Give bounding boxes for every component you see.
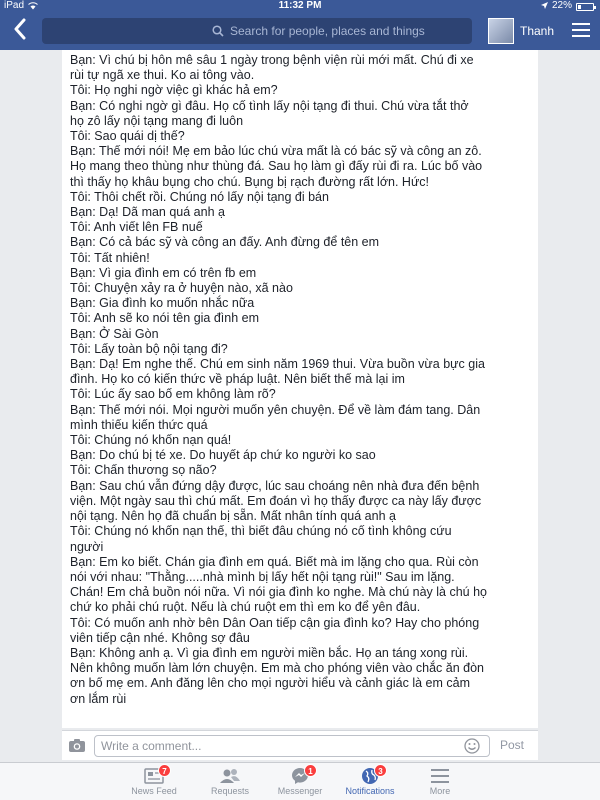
message-line: Chán! Em chả buồn nói nữa. Vì nói gia đình ko nghe. Mà chú này là chú họ: [70, 585, 487, 600]
message-line: Tôi: Chuyện xảy ra ở huyện nào, xã nào: [70, 281, 293, 296]
message-line: Nên không muốn làm lớn chuyện. Em mà cho phóng viên vào chắc ăn đòn: [70, 661, 485, 676]
location-icon: [541, 2, 548, 10]
message-line: Bạn: Dạ! Dã man quá anh ạ: [70, 205, 225, 220]
message-line: nói với nhau: "Thằng.....nhà mình bị lấy hết nội tạng rùi!" Sau im lặng.: [70, 569, 455, 584]
message-line: Bạn: Sau chú vẫn đứng dậy được, lúc sau choáng nên nhà đưa đến bệnh: [70, 478, 480, 493]
message-line: Tôi: Chúng nó khốn nạn thế, thì biết đâu chúng nó cố tình không cứu: [70, 524, 452, 539]
message-line: Tôi: Có muốn anh nhờ bên Dân Oan tiếp cận gia đình ko? Hay cho phóng: [70, 615, 480, 630]
message-line: Tôi: Thôi chết rồi. Chúng nó lấy nội tạng đi bán: [70, 189, 329, 204]
tab-requests[interactable]: [190, 766, 270, 796]
avatar: [488, 18, 514, 44]
tab-label: News Feed: [131, 786, 177, 796]
tab-more[interactable]: [400, 766, 480, 796]
message-line: rùi tự ngã xe thui. Ko ai tông vào.: [70, 68, 255, 83]
message-line: Tôi: Chấn thương sọ não?: [70, 463, 217, 478]
message-line: chứ ko phải chú ruột. Nếu là chú ruột em thì em ko để yên đâu.: [70, 600, 421, 615]
message-line: Tôi: Chúng nó khốn nạn quá!: [70, 433, 232, 448]
tab-label: Messenger: [277, 786, 323, 796]
message-line: Bạn: Thế mới nói. Mọi người muốn yên chuyện. Để về làm đám tang. Dân: [70, 402, 481, 417]
message-line: người: [70, 539, 104, 554]
message-line: Tôi: Sao quái dị thế?: [70, 129, 185, 144]
chevron-left-icon: [13, 18, 27, 40]
message-line: Bạn: Ở Sài Gòn: [70, 326, 159, 341]
message-line: Bạn: Có nghi ngờ gì đâu. Họ cố tình lấy nội tạng đi thui. Chú vừa tắt thở: [70, 98, 469, 113]
message-line: ơn bố mẹ em. Anh đăng lên cho mọi người hiểu và cảnh giác là em cảm: [70, 676, 470, 691]
message-line: Tôi: Tất nhiên!: [70, 250, 150, 265]
battery-percent: 22%: [551, 0, 572, 11]
search-icon: [212, 25, 224, 37]
smiley-icon[interactable]: [464, 738, 480, 754]
message-line: họ zô lấy nội tạng mang đi luôn: [70, 113, 244, 128]
menu-icon: [431, 769, 449, 783]
message-line: Tôi: Anh viết lên FB nuế: [70, 220, 203, 235]
tab-label: More: [429, 786, 451, 796]
message-line: đình. Họ ko có kiến thức về pháp luật. Nên biết thế mà lại im: [70, 372, 405, 387]
profile-name: Thanh: [520, 24, 555, 38]
message-line: Tôi: Họ nghi ngờ việc gì khác hả em?: [70, 83, 278, 98]
message-line: Họ mang theo thùng như thùng đá. Sau họ làm gì đấy rùi đi ra. Lúc bố vào: [70, 159, 483, 174]
back-button[interactable]: [8, 18, 32, 44]
message-line: Tôi: Lấy toàn bộ nội tạng đi?: [70, 341, 228, 356]
tab-bar: [0, 762, 600, 800]
post-button[interactable]: Post: [499, 738, 524, 752]
profile-button[interactable]: [488, 18, 554, 44]
tab-label: Requests: [210, 786, 250, 796]
message-line: Bạn: Dạ! Em nghe thế. Chú em sinh năm 1969 thui. Vừa buồn vừa bực gia: [70, 357, 485, 372]
status-bar: [0, 0, 600, 12]
comment-bar: [62, 730, 538, 760]
message-line: Bạn: Do chú bị té xe. Do huyết áp chứ ko người ko sao: [70, 448, 376, 463]
message-line: viên tiếp cận nhé. Không sợ đâu: [70, 630, 250, 645]
tab-news-feed[interactable]: [114, 766, 194, 796]
message-line: Bạn: Em ko biết. Chán gia đình em quá. Biết mà im lặng cho qua. Rùi còn: [70, 554, 479, 569]
tab-label: Notifications: [345, 786, 395, 796]
news-feed-badge: 7: [158, 764, 171, 777]
message-line: Bạn: Thế mới nói! Mẹ em bảo lúc chú vừa mất là có bác sỹ và công an zô.: [70, 144, 482, 159]
message-line: Tôi: Anh sẽ ko nói tên gia đình em: [70, 311, 260, 326]
search-placeholder: Search for people, places and things: [230, 24, 425, 38]
tab-messenger[interactable]: [260, 766, 340, 796]
message-line: nội tạng. Nên họ đã chuẩn bị sẵn. Mất nhân tính quá anh ạ: [70, 509, 396, 524]
message-line: Bạn: Không anh ạ. Vì gia đình em người miền bắc. Họ an táng xong rùi.: [70, 645, 469, 660]
message-line: Bạn: Vì gia đình em có trên fb em: [70, 265, 257, 280]
friends-icon: [219, 768, 241, 784]
messenger-badge: 1: [304, 764, 317, 777]
message-line: thì thấy họ khâu bụng cho chú. Bụng bị rạch đường rất lớn. Hức!: [70, 174, 430, 189]
tab-notifications[interactable]: [330, 766, 410, 796]
header-bar: [0, 12, 600, 50]
menu-icon[interactable]: [572, 23, 590, 39]
post-content: [62, 50, 538, 728]
message-line: ơn lắm rùi: [70, 691, 127, 706]
battery-icon: [576, 3, 594, 11]
message-line: Bạn: Vì chú bị hôn mê sâu 1 ngày trong bệnh viện rùi mới mất. Chú đi xe: [70, 53, 474, 67]
status-right: [541, 0, 594, 12]
message-line: mình thiếu kiến thức quá: [70, 417, 208, 432]
message-line: Tôi: Lúc ấy sao bố em không làm rõ?: [70, 387, 276, 402]
camera-icon[interactable]: [68, 738, 86, 753]
message-line: Bạn: Có cả bác sỹ và công an đấy. Anh đừng để tên em: [70, 235, 380, 250]
status-time: 11:32 PM: [278, 0, 322, 11]
search-input[interactable]: [42, 18, 472, 44]
message-line: viện. Một ngày sau thì chú mất. Em đoán vì họ thấy được ca này lấy được: [70, 493, 482, 508]
comment-input[interactable]: Write a comment...: [94, 735, 490, 757]
notifications-badge: 3: [374, 764, 387, 777]
message-line: Bạn: Gia đình ko muốn nhắc nữa: [70, 296, 255, 311]
device-name: iPad: [4, 0, 25, 11]
